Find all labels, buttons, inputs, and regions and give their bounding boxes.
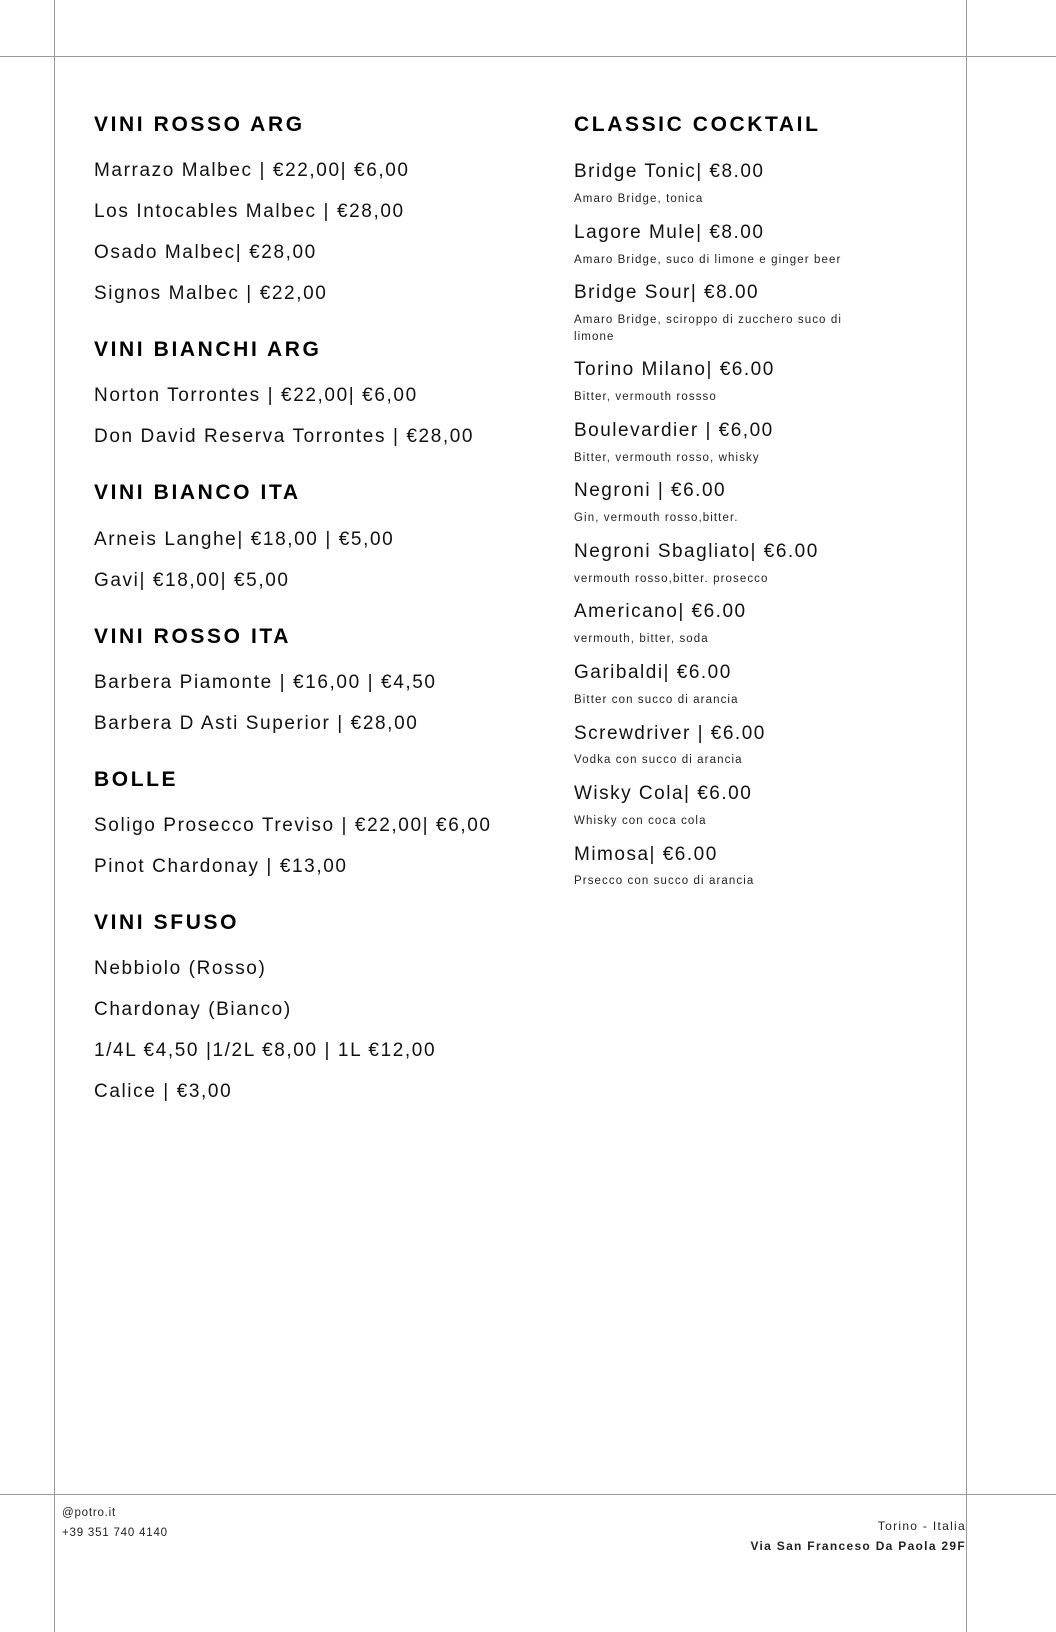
footer-handle: @potro.it bbox=[62, 1507, 117, 1519]
cocktail-name: Boulevardier | €6,00 bbox=[574, 419, 774, 441]
section-title: BOLLE bbox=[94, 767, 179, 791]
menu-item: Barbera D Asti Superior | €28,00 bbox=[94, 712, 419, 734]
menu-item: Calice | €3,00 bbox=[94, 1081, 233, 1103]
footer-city: Torino - Italia bbox=[877, 1519, 966, 1533]
footer-phone: +39 351 740 4140 bbox=[62, 1526, 168, 1539]
cocktail-description: Whisky con coca cola bbox=[574, 814, 707, 827]
menu-item: Pinot Chardonay | €13,00 bbox=[94, 855, 348, 877]
menu-item: Nebbiolo (Rosso) bbox=[94, 958, 267, 980]
section-vini-bianchi-arg bbox=[94, 337, 574, 446]
cocktail-name: Bridge Tonic| €8.00 bbox=[574, 161, 765, 183]
cocktail-entry bbox=[574, 662, 966, 709]
cocktail-entry bbox=[574, 282, 966, 345]
section-title: VINI ROSSO ITA bbox=[94, 624, 292, 648]
cocktail-description: Amaro Bridge, suco di limone e ginger beer bbox=[574, 253, 842, 266]
cocktail-entry bbox=[574, 161, 966, 208]
menu-item: 1/4L €4,50 |1/2L €8,00 | 1L €12,00 bbox=[94, 1040, 437, 1062]
section-title: VINI SFUSO bbox=[94, 910, 240, 934]
menu-item: Barbera Piamonte | €16,00 | €4,50 bbox=[94, 671, 437, 693]
cocktail-description: Bitter, vermouth rosso, whisky bbox=[574, 451, 760, 464]
cocktail-entry bbox=[574, 222, 966, 269]
cocktail-entry bbox=[574, 844, 966, 891]
section-vini-rosso-arg bbox=[94, 112, 574, 303]
footer-contact bbox=[62, 1504, 168, 1543]
cocktail-name: Americano| €6.00 bbox=[574, 601, 747, 623]
cocktail-description: Prsecco con succo di arancia bbox=[574, 875, 755, 888]
menu-columns bbox=[54, 56, 966, 1123]
cocktail-entry bbox=[574, 420, 966, 467]
cocktail-entry bbox=[574, 359, 966, 406]
section-bolle bbox=[94, 767, 574, 876]
page-footer bbox=[54, 1494, 966, 1632]
cocktail-description: Gin, vermouth rosso,bitter. bbox=[574, 512, 739, 525]
section-vini-rosso-ita bbox=[94, 624, 574, 733]
section-title: VINI BIANCO ITA bbox=[94, 481, 301, 505]
menu-item: Norton Torrontes | €22,00| €6,00 bbox=[94, 385, 418, 407]
menu-item: Signos Malbec | €22,00 bbox=[94, 283, 328, 305]
section-vini-bianco-ita bbox=[94, 480, 574, 589]
menu-item: Marrazo Malbec | €22,00| €6,00 bbox=[94, 160, 410, 182]
cocktail-description: Bitter con succo di arancia bbox=[574, 693, 739, 706]
wine-column bbox=[54, 56, 574, 1123]
cocktail-name: Lagore Mule| €8.00 bbox=[574, 221, 765, 243]
cocktail-name: Mimosa| €6.00 bbox=[574, 843, 718, 865]
cocktail-description: vermouth, bitter, soda bbox=[574, 633, 709, 646]
cocktail-entry bbox=[574, 541, 966, 588]
cocktail-name: Garibaldi| €6.00 bbox=[574, 661, 732, 683]
section-vini-sfuso bbox=[94, 910, 574, 1101]
cocktail-name: Negroni Sbagliato| €6.00 bbox=[574, 540, 819, 562]
cocktail-entry bbox=[574, 601, 966, 648]
menu-item: Arneis Langhe| €18,00 | €5,00 bbox=[94, 528, 395, 550]
cocktail-description: Amaro Bridge, tonica bbox=[574, 193, 704, 206]
menu-item: Chardonay (Bianco) bbox=[94, 999, 292, 1021]
menu-item: Soligo Prosecco Treviso | €22,00| €6,00 bbox=[94, 814, 492, 836]
footer-street: Via San Franceso Da Paola 29F bbox=[750, 1539, 966, 1554]
menu-item: Osado Malbec| €28,00 bbox=[94, 242, 317, 264]
menu-item: Los Intocables Malbec | €28,00 bbox=[94, 201, 405, 223]
footer-address bbox=[750, 1516, 966, 1557]
menu-item: Don David Reserva Torrontes | €28,00 bbox=[94, 426, 475, 448]
cocktail-description: Vodka con succo di arancia bbox=[574, 754, 743, 767]
page-border-right bbox=[966, 0, 967, 1632]
cocktail-name: Screwdriver | €6.00 bbox=[574, 722, 766, 744]
cocktail-name: Bridge Sour| €8.00 bbox=[574, 282, 760, 304]
cocktail-description: Amaro Bridge, sciroppo di zucchero suco di limone bbox=[574, 314, 843, 343]
section-title: VINI ROSSO ARG bbox=[94, 113, 305, 136]
section-title: CLASSIC COCKTAIL bbox=[574, 113, 821, 136]
cocktail-name: Wisky Cola| €6.00 bbox=[574, 783, 753, 805]
menu-item: Gavi| €18,00| €5,00 bbox=[94, 569, 290, 591]
cocktail-entry bbox=[574, 723, 966, 770]
cocktail-entry bbox=[574, 783, 966, 830]
section-title: VINI BIANCHI ARG bbox=[94, 338, 322, 362]
cocktail-description: Bitter, vermouth rossso bbox=[574, 391, 717, 404]
menu-page bbox=[54, 56, 966, 1494]
cocktail-entry bbox=[574, 480, 966, 527]
cocktail-column bbox=[574, 56, 966, 1123]
cocktail-name: Negroni | €6.00 bbox=[574, 480, 727, 502]
cocktail-name: Torino Milano| €6.00 bbox=[574, 359, 775, 381]
cocktail-description: vermouth rosso,bitter. prosecco bbox=[574, 572, 769, 585]
